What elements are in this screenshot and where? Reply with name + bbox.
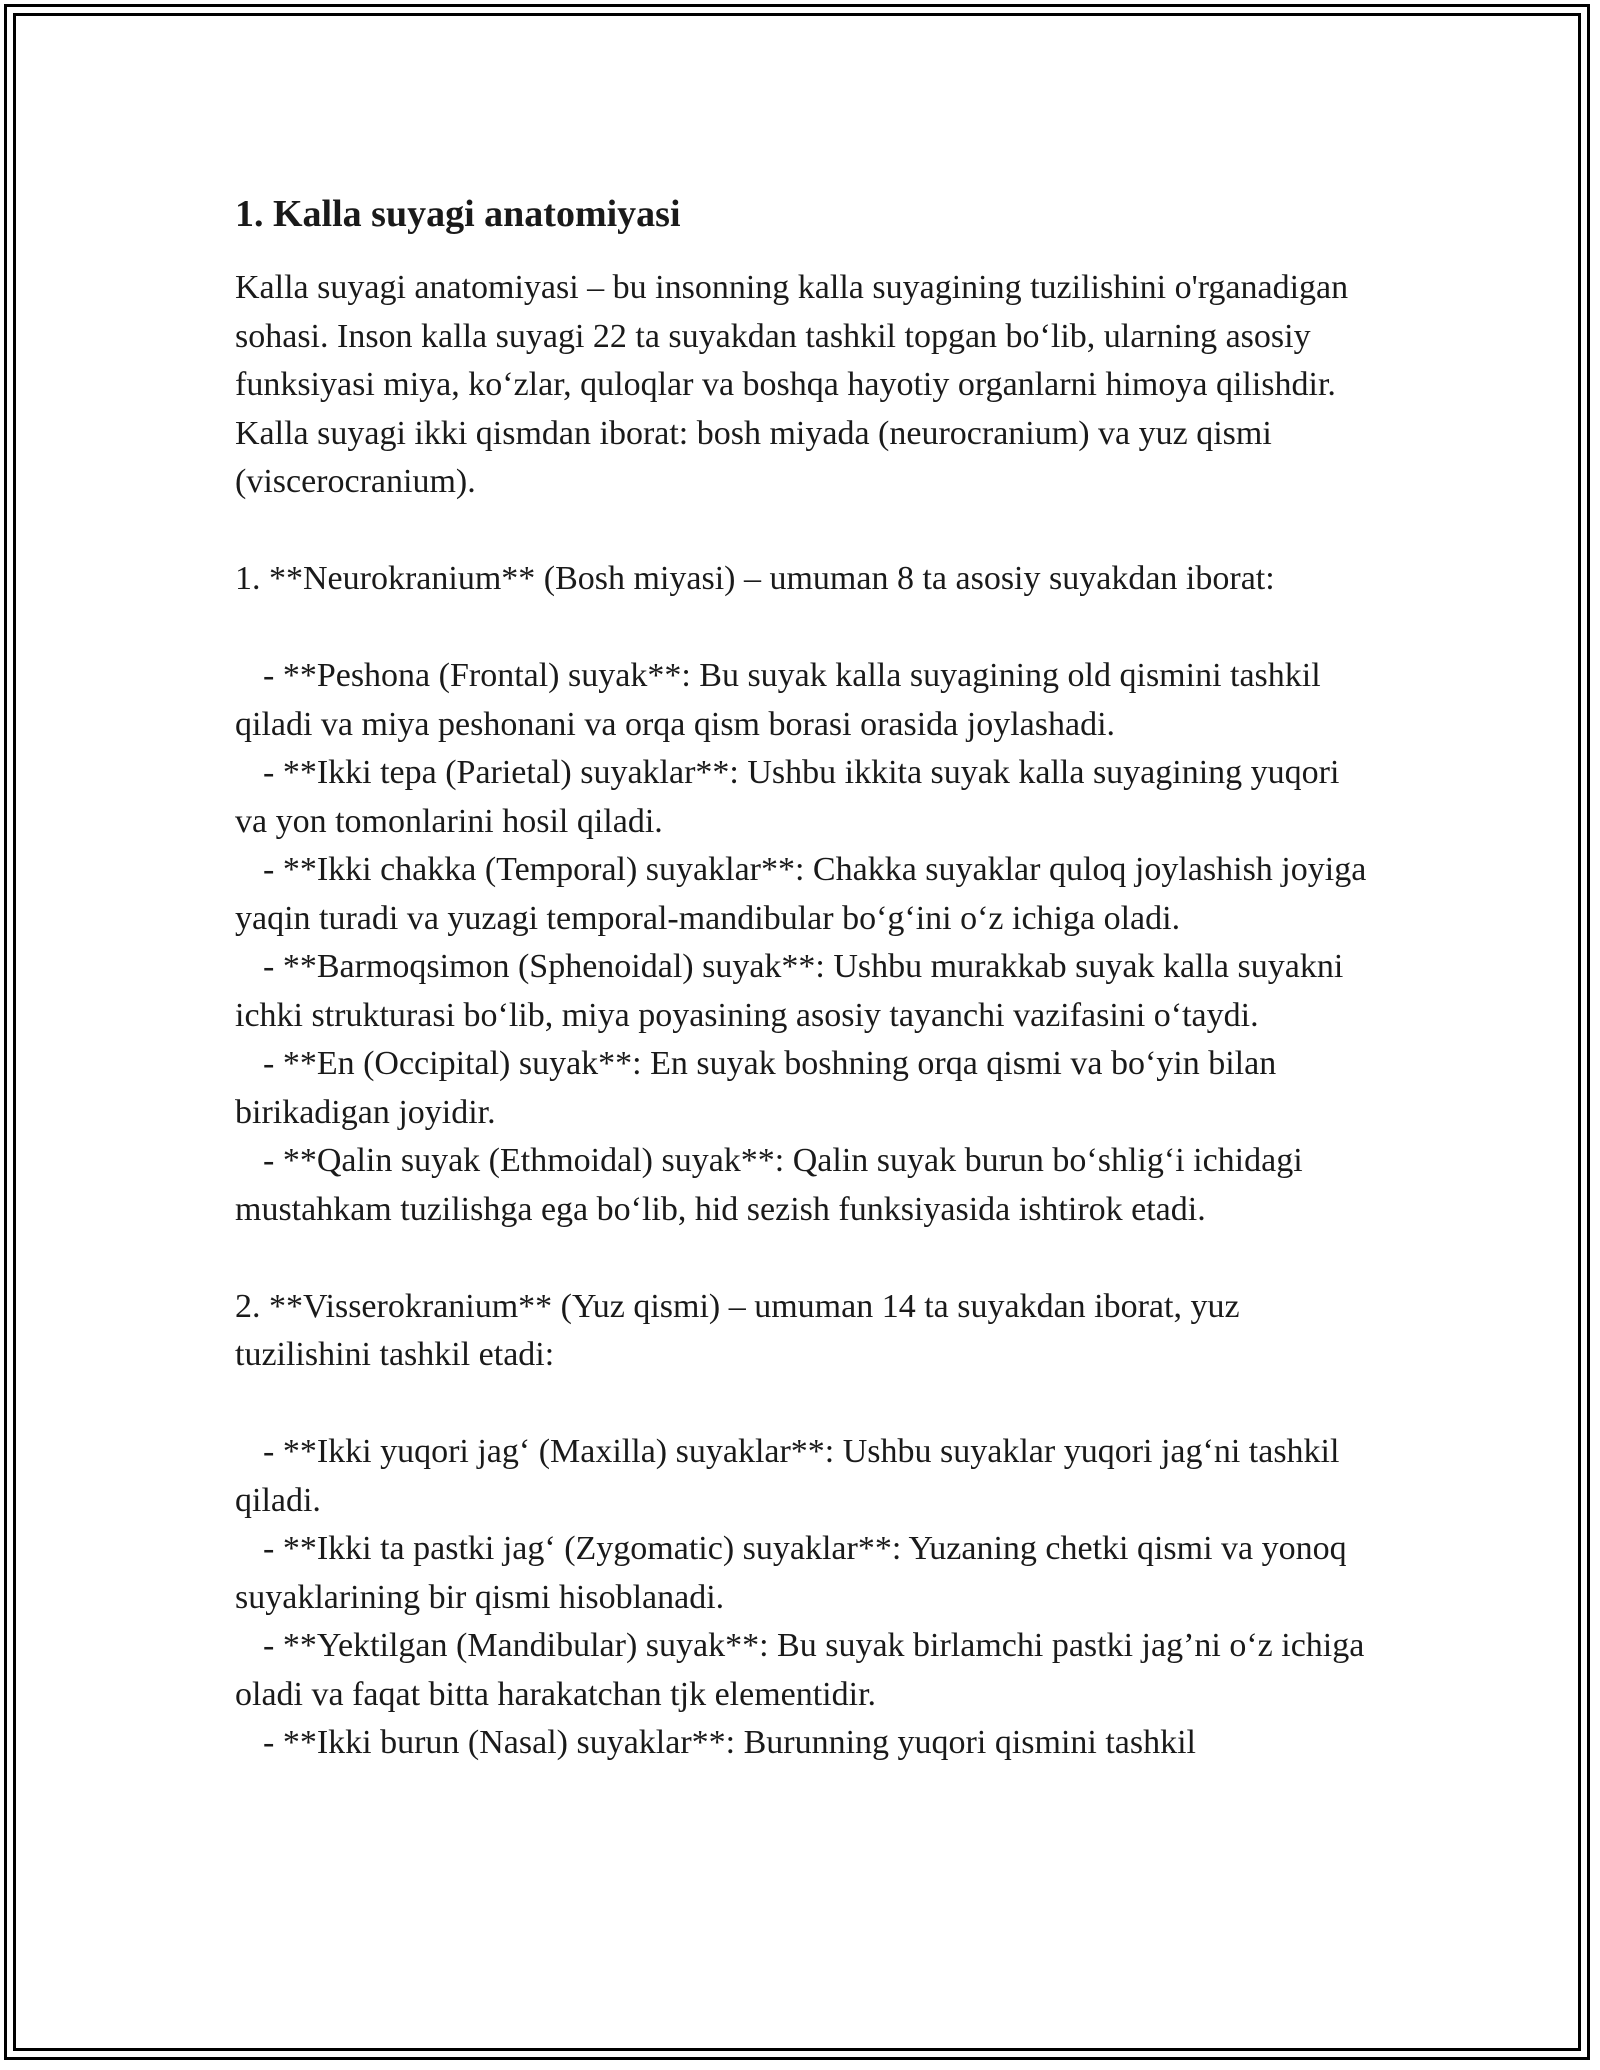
document-body <box>235 264 1375 1768</box>
document-page <box>235 190 1375 1768</box>
list-item: - **Ikki ta pastki jag‘ (Zygomatic) suyaklar**: Yuzaning chetki qismi va yonoq suyaklarining bir qismi hisoblanadi. <box>235 1530 1347 1616</box>
paragraph-gap <box>235 1380 1375 1429</box>
list-item: - **Yektilgan (Mandibular) suyak**: Bu suyak birlamchi pastki jag’ni o‘z ichiga oladi va faqat bitta harakatchan tjk elementidir. <box>235 1627 1365 1713</box>
list-item: - **Qalin suyak (Ethmoidal) suyak**: Qalin suyak burun bo‘shlig‘i ichidagi mustahkam tuzilishga ega bo‘lib, hid sezish funksiyasida ishtirok etadi. <box>235 1142 1303 1228</box>
paragraph-gap <box>235 507 1375 556</box>
visserokranium-title: 2. **Visserokranium** (Yuz qismi) – umuman 14 ta suyakdan iborat, yuz tuzilishini tashkil etadi: <box>235 1287 1240 1373</box>
list-item: - **Peshona (Frontal) suyak**: Bu suyak kalla suyagining old qismini tashkil qiladi va miya peshonani va orqa qism borasi orasida joylashadi. <box>235 657 1321 743</box>
list-item: - **Barmoqsimon (Sphenoidal) suyak**: Ushbu murakkab suyak kalla suyakni ichki strukturasi bo‘lib, miya poyasining asosiy tayanchi vazifasini o‘taydi. <box>235 948 1344 1034</box>
list-item: - **Ikki tepa (Parietal) suyaklar**: Ushbu ikkita suyak kalla suyagining yuqori va yon tomonlarini hosil qiladi. <box>235 754 1340 840</box>
paragraph-gap <box>235 604 1375 653</box>
list-item: - **Ikki chakka (Temporal) suyaklar**: Chakka suyaklar quloq joylashish joyiga yaqin turadi va yuzagi temporal-mandibular bo‘g‘ini o‘z ichiga oladi. <box>235 851 1367 937</box>
section-heading: 1. Kalla suyagi anatomiyasi <box>235 193 681 235</box>
list-item: - **Ikki burun (Nasal) suyaklar**: Burunning yuqori qismini tashkil <box>263 1724 1196 1761</box>
neurokranium-title: 1. **Neurokranium** (Bosh miyasi) – umuman 8 ta asosiy suyakdan iborat: <box>235 560 1275 597</box>
paragraph-gap <box>235 1234 1375 1283</box>
list-item: - **En (Occipital) suyak**: En suyak boshning orqa qismi va bo‘yin bilan birikadigan joyidir. <box>235 1045 1277 1131</box>
intro-paragraph: Kalla suyagi anatomiyasi – bu insonning kalla suyagining tuzilishini o'rganadigan sohasi. Inson kalla suyagi 22 ta suyakdan tashkil topgan bo‘lib, ularning asosiy funksiyasi miya, ko‘zlar, quloqlar va boshqa hayotiy organlarni himoya qilishdir. Kalla suyagi ikki qismdan iborat: bosh miyada (neurocranium) va yuz qismi (viscerocranium). <box>235 269 1349 500</box>
list-item: - **Ikki yuqori jag‘ (Maxilla) suyaklar**: Ushbu suyaklar yuqori jag‘ni tashkil qiladi. <box>235 1433 1340 1519</box>
